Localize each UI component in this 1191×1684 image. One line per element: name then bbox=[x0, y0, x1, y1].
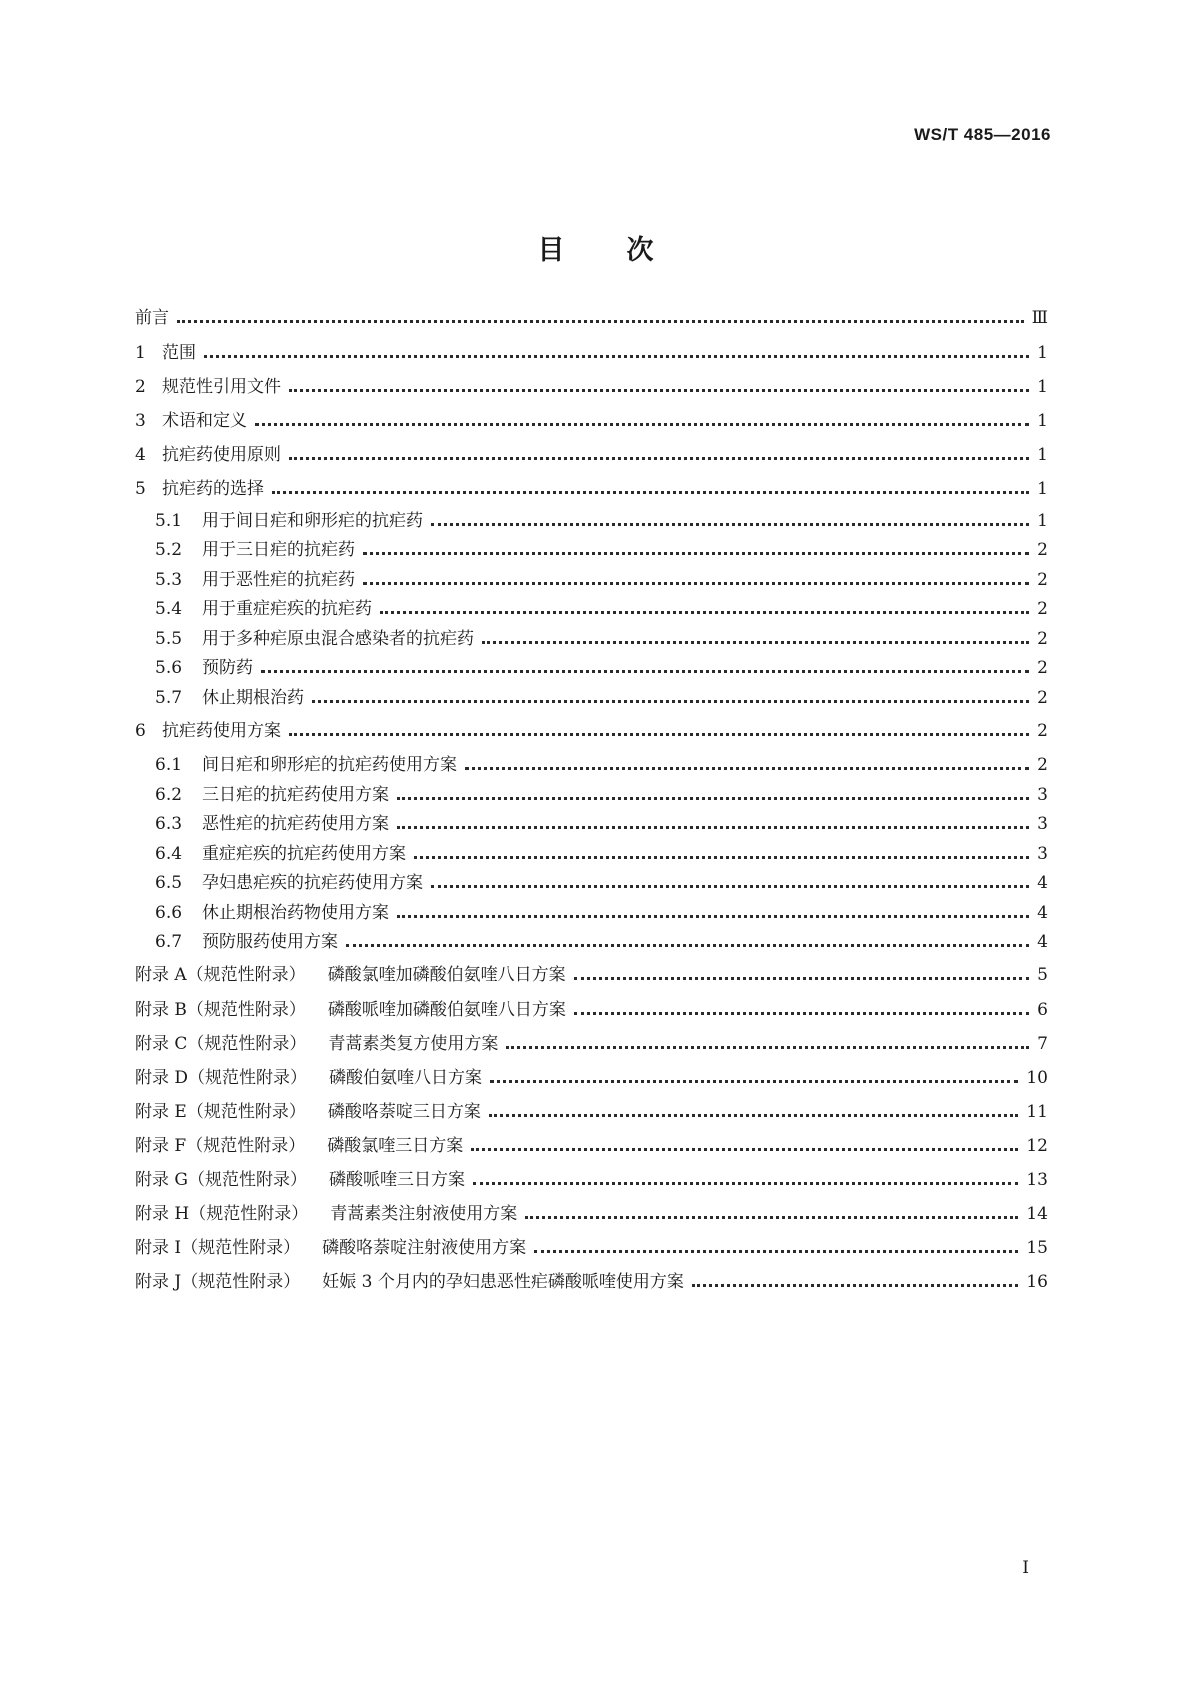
toc-entry-label: 恶性疟的抗疟药使用方案 bbox=[202, 814, 389, 834]
toc-entry-number: 6 bbox=[135, 721, 146, 741]
toc-appendix-g[interactable] bbox=[135, 1168, 1048, 1192]
toc-entry-page: 1 bbox=[1037, 343, 1048, 363]
toc-entry-page: 4 bbox=[1037, 873, 1048, 893]
toc-entry-label: 用于恶性疟的抗疟药 bbox=[202, 570, 355, 590]
appendix-prefix: 附录 B（规范性附录） bbox=[135, 1000, 306, 1020]
appendix-title: 青蒿素类复方使用方案 bbox=[328, 1034, 499, 1054]
toc-entry-label: 用于三日疟的抗疟药 bbox=[202, 540, 355, 560]
dot-leader bbox=[431, 885, 1029, 888]
toc-entry-page: 7 bbox=[1037, 1034, 1048, 1054]
toc-entry-page: 1 bbox=[1037, 511, 1048, 531]
dot-leader bbox=[482, 641, 1029, 644]
toc-entry-page: 4 bbox=[1037, 932, 1048, 952]
toc-entry-number: 5.1 bbox=[155, 511, 183, 531]
dot-leader bbox=[525, 1216, 1018, 1219]
dot-leader bbox=[414, 856, 1029, 859]
toc-entry-page: 1 bbox=[1037, 377, 1048, 397]
toc-entry-number: 6.2 bbox=[155, 785, 183, 805]
toc-entry-6-1[interactable] bbox=[155, 753, 1048, 777]
toc-entry-6-5[interactable] bbox=[155, 871, 1048, 895]
toc-entry-page: 6 bbox=[1037, 1000, 1048, 1020]
toc-entry-5-6[interactable] bbox=[155, 656, 1048, 680]
toc-entry-number: 5.3 bbox=[155, 570, 183, 590]
toc-appendix-b[interactable] bbox=[135, 998, 1048, 1022]
appendix-title: 磷酸咯萘啶注射液使用方案 bbox=[322, 1238, 527, 1258]
appendix-prefix: 附录 I（规范性附录） bbox=[135, 1238, 301, 1258]
toc-entry-number: 6.4 bbox=[155, 844, 183, 864]
dot-leader bbox=[397, 797, 1029, 800]
appendix-title: 磷酸哌喹三日方案 bbox=[328, 1170, 465, 1190]
toc-entry-5-4[interactable] bbox=[155, 597, 1048, 621]
toc-entry-label: 间日疟和卵形疟的抗疟药使用方案 bbox=[202, 755, 457, 775]
toc-entry-label: 规范性引用文件 bbox=[162, 377, 281, 397]
toc-appendix-d[interactable] bbox=[135, 1066, 1048, 1090]
dot-leader bbox=[397, 915, 1029, 918]
dot-leader bbox=[397, 826, 1029, 829]
toc-entry-label: 抗疟药使用方案 bbox=[162, 721, 281, 741]
toc-entry-number: 6.1 bbox=[155, 755, 183, 775]
toc-entry-page: 1 bbox=[1037, 479, 1048, 499]
toc-entry-5[interactable] bbox=[135, 477, 1048, 501]
toc-entry-page: 2 bbox=[1037, 540, 1048, 560]
appendix-prefix: 附录 D（规范性附录） bbox=[135, 1068, 308, 1088]
toc-entry-label: 抗疟药使用原则 bbox=[162, 445, 281, 465]
dot-leader bbox=[272, 491, 1029, 494]
toc-entry-page: 16 bbox=[1026, 1272, 1048, 1292]
toc-entry-number: 5.7 bbox=[155, 688, 183, 708]
toc-entry-page: 1 bbox=[1037, 445, 1048, 465]
toc-entry-4[interactable] bbox=[135, 443, 1048, 467]
appendix-prefix: 附录 G（规范性附录） bbox=[135, 1170, 307, 1190]
dot-leader bbox=[489, 1114, 1019, 1117]
toc-entry-number: 5.2 bbox=[155, 540, 183, 560]
toc-entry-page: 2 bbox=[1037, 688, 1048, 708]
toc-appendix-c[interactable] bbox=[135, 1032, 1048, 1056]
toc-entry-page: 2 bbox=[1037, 570, 1048, 590]
toc-entry-number: 3 bbox=[135, 411, 146, 431]
appendix-prefix: 附录 H（规范性附录） bbox=[135, 1204, 309, 1224]
toc-entry-page: 15 bbox=[1026, 1238, 1048, 1258]
page-number: I bbox=[1022, 1558, 1029, 1578]
appendix-prefix: 附录 F（规范性附录） bbox=[135, 1136, 306, 1156]
toc-entry-1[interactable] bbox=[135, 341, 1048, 365]
toc-entry-page: 1 bbox=[1037, 411, 1048, 431]
toc-entry-6[interactable] bbox=[135, 719, 1048, 743]
toc-entry-label: 抗疟药的选择 bbox=[162, 479, 264, 499]
dot-leader bbox=[289, 389, 1029, 392]
appendix-title: 磷酸氯喹加磷酸伯氨喹八日方案 bbox=[327, 965, 566, 985]
dot-leader bbox=[204, 355, 1029, 358]
toc-entry-foreword[interactable] bbox=[135, 306, 1048, 330]
toc-entry-number: 2 bbox=[135, 377, 146, 397]
dot-leader bbox=[471, 1148, 1018, 1151]
appendix-title: 磷酸氯喹三日方案 bbox=[327, 1136, 464, 1156]
toc-entry-label: 前言 bbox=[135, 308, 169, 328]
toc-entry-page: 3 bbox=[1037, 814, 1048, 834]
toc-entry-number: 5.6 bbox=[155, 658, 183, 678]
toc-entry-page: 2 bbox=[1037, 599, 1048, 619]
appendix-title: 磷酸咯萘啶三日方案 bbox=[327, 1102, 481, 1122]
toc-entry-number: 4 bbox=[135, 445, 146, 465]
appendix-title: 妊娠 3 个月内的孕妇患恶性疟磷酸哌喹使用方案 bbox=[322, 1272, 684, 1292]
toc-entry-page: 10 bbox=[1026, 1068, 1048, 1088]
toc-entry-page: 3 bbox=[1037, 844, 1048, 864]
toc-entry-label: 休止期根治药 bbox=[202, 688, 304, 708]
toc-entry-5-1[interactable] bbox=[155, 509, 1048, 533]
dot-leader bbox=[465, 767, 1029, 770]
toc-entry-label: 重症疟疾的抗疟药使用方案 bbox=[202, 844, 406, 864]
toc-entry-label: 预防药 bbox=[202, 658, 253, 678]
toc-appendix-j[interactable] bbox=[135, 1270, 1048, 1294]
toc-entry-number: 6.5 bbox=[155, 873, 183, 893]
page-title bbox=[0, 228, 1191, 267]
dot-leader bbox=[255, 423, 1029, 426]
toc-entry-page: 2 bbox=[1037, 721, 1048, 741]
toc-entry-5-5[interactable] bbox=[155, 627, 1048, 651]
toc-entry-6-2[interactable] bbox=[155, 783, 1048, 807]
title-char-1: 目 bbox=[537, 235, 565, 266]
toc-entry-label: 范围 bbox=[162, 343, 196, 363]
dot-leader bbox=[346, 944, 1029, 947]
dot-leader bbox=[380, 611, 1029, 614]
appendix-prefix: 附录 A（规范性附录） bbox=[135, 965, 306, 985]
appendix-prefix: 附录 E（规范性附录） bbox=[135, 1102, 306, 1122]
dot-leader bbox=[289, 457, 1029, 460]
toc-entry-page: 3 bbox=[1037, 785, 1048, 805]
appendix-prefix: 附录 J（规范性附录） bbox=[135, 1272, 301, 1292]
standard-code: WS/T 485—2016 bbox=[914, 125, 1051, 144]
toc-entry-number: 5.5 bbox=[155, 629, 183, 649]
toc-entry-page: 2 bbox=[1037, 755, 1048, 775]
toc-entry-number: 5.4 bbox=[155, 599, 183, 619]
toc-entry-2[interactable] bbox=[135, 375, 1048, 399]
dot-leader bbox=[490, 1080, 1018, 1083]
dot-leader bbox=[289, 733, 1029, 736]
toc-entry-label: 用于重症疟疾的抗疟药 bbox=[202, 599, 372, 619]
toc-entry-number: 6.6 bbox=[155, 903, 183, 923]
toc-appendix-f[interactable] bbox=[135, 1134, 1048, 1158]
dot-leader bbox=[177, 320, 1024, 323]
title-char-2: 次 bbox=[626, 235, 654, 266]
toc-entry-number: 1 bbox=[135, 343, 146, 363]
toc-entry-label: 休止期根治药物使用方案 bbox=[202, 903, 389, 923]
toc-appendix-e[interactable] bbox=[135, 1100, 1048, 1124]
toc-entry-6-4[interactable] bbox=[155, 842, 1048, 866]
toc-entry-6-6[interactable] bbox=[155, 901, 1048, 925]
toc-entry-5-2[interactable] bbox=[155, 538, 1048, 562]
toc-entry-label: 孕妇患疟疾的抗疟药使用方案 bbox=[202, 873, 423, 893]
toc-entry-page: 13 bbox=[1026, 1170, 1048, 1190]
toc-appendix-i[interactable] bbox=[135, 1236, 1048, 1260]
toc-entry-label: 三日疟的抗疟药使用方案 bbox=[202, 785, 389, 805]
toc-entry-3[interactable] bbox=[135, 409, 1048, 433]
toc-entry-number: 6.7 bbox=[155, 932, 183, 952]
toc-entry-page: 5 bbox=[1037, 965, 1048, 985]
dot-leader bbox=[312, 700, 1029, 703]
appendix-prefix: 附录 C（规范性附录） bbox=[135, 1034, 307, 1054]
dot-leader bbox=[506, 1046, 1029, 1049]
toc-entry-number: 6.3 bbox=[155, 814, 183, 834]
toc-entry-page: 2 bbox=[1037, 629, 1048, 649]
toc-entry-5-7[interactable] bbox=[155, 686, 1048, 710]
toc-entry-page: 4 bbox=[1037, 903, 1048, 923]
toc-entry-6-7[interactable] bbox=[155, 930, 1048, 954]
toc-entry-page: 14 bbox=[1026, 1204, 1048, 1224]
dot-leader bbox=[261, 670, 1029, 673]
dot-leader bbox=[692, 1284, 1019, 1287]
toc-entry-page: 2 bbox=[1037, 658, 1048, 678]
toc-entry-page: Ⅲ bbox=[1031, 308, 1048, 328]
dot-leader bbox=[574, 977, 1029, 980]
dot-leader bbox=[363, 582, 1029, 585]
dot-leader bbox=[363, 552, 1029, 555]
appendix-title: 青蒿素类注射液使用方案 bbox=[330, 1204, 518, 1224]
toc-entry-page: 12 bbox=[1026, 1136, 1048, 1156]
appendix-title: 磷酸哌喹加磷酸伯氨喹八日方案 bbox=[327, 1000, 566, 1020]
toc-entry-page: 11 bbox=[1026, 1102, 1048, 1122]
toc-entry-label: 用于间日疟和卵形疟的抗疟药 bbox=[202, 511, 423, 531]
toc-entry-6-3[interactable] bbox=[155, 812, 1048, 836]
dot-leader bbox=[534, 1250, 1018, 1253]
toc-entry-label: 术语和定义 bbox=[162, 411, 247, 431]
toc-appendix-a[interactable] bbox=[135, 963, 1048, 987]
dot-leader bbox=[473, 1182, 1018, 1185]
toc-appendix-h[interactable] bbox=[135, 1202, 1048, 1226]
toc-entry-label: 用于多种疟原虫混合感染者的抗疟药 bbox=[202, 629, 474, 649]
dot-leader bbox=[574, 1012, 1029, 1015]
toc-entry-5-3[interactable] bbox=[155, 568, 1048, 592]
toc-entry-label: 预防服药使用方案 bbox=[202, 932, 338, 952]
appendix-title: 磷酸伯氨喹八日方案 bbox=[329, 1068, 483, 1088]
dot-leader bbox=[431, 523, 1029, 526]
toc-entry-number: 5 bbox=[135, 479, 146, 499]
